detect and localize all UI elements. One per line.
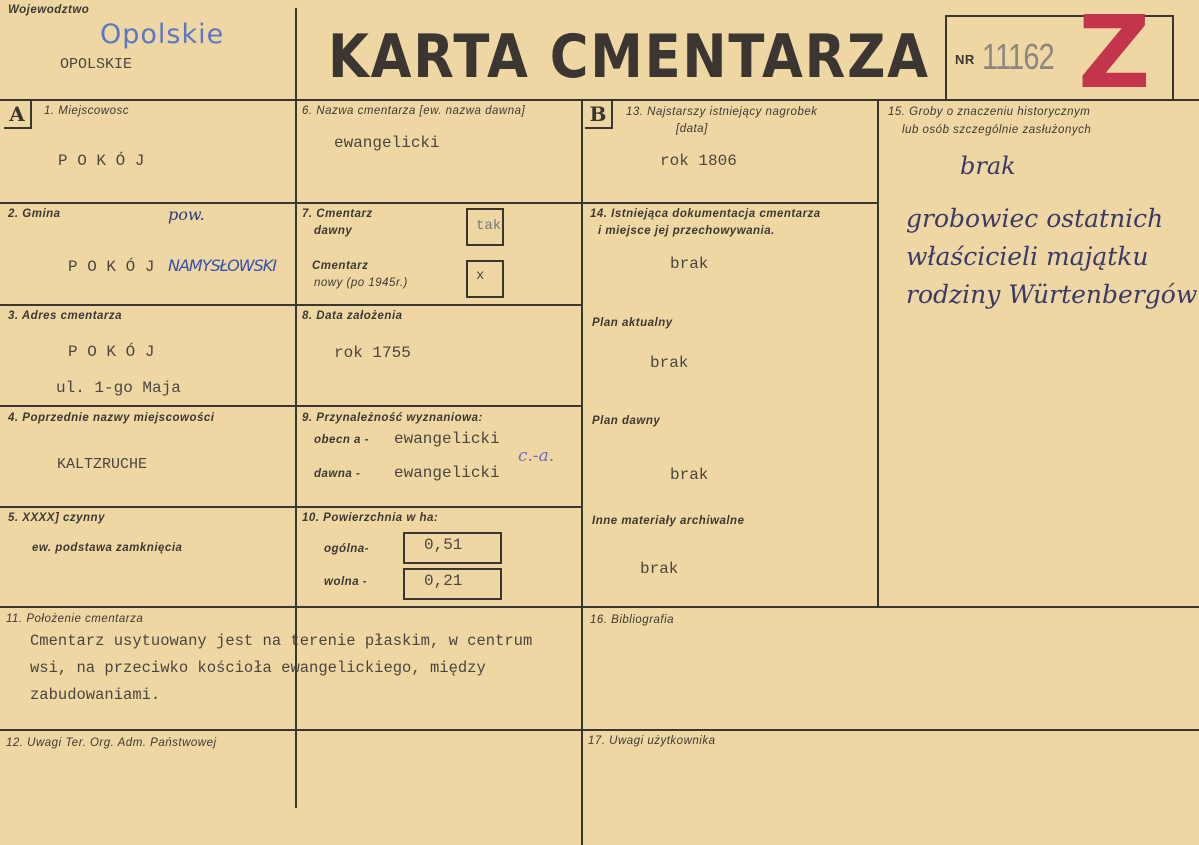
- other-materials-label: Inne materiały archiwalne: [592, 515, 745, 527]
- new-cemetery-value: x: [476, 268, 485, 284]
- wojewodztwo-label: Wojewodztwo: [8, 4, 90, 16]
- wojewodztwo-value: OPOLSKIE: [60, 56, 133, 73]
- field-17-label: 17. Uwagi użytkownika: [588, 735, 716, 747]
- plan-old-label: Plan dawny: [592, 415, 661, 427]
- plan-old-value: brak: [670, 466, 709, 484]
- wojewodztwo-stamp: Opolskie: [100, 19, 225, 50]
- field-7-label-2b: nowy (po 1945r.): [314, 277, 408, 289]
- field-14-label: 14. Istniejąca dokumentacja cmentarza: [590, 208, 821, 220]
- section-a-marker: A: [4, 101, 32, 129]
- category-mark: Z: [1078, 0, 1151, 111]
- field-12-label: 12. Uwagi Ter. Org. Adm. Państwowej: [6, 737, 217, 749]
- field-1-label: 1. Miejscowosc: [44, 105, 129, 117]
- field-15-hand-2: grobowiec ostatnich: [906, 204, 1164, 233]
- rule: [581, 99, 583, 845]
- rule: [0, 304, 582, 306]
- field-15-hand-1: brak: [960, 152, 1016, 180]
- rule: [0, 729, 1199, 731]
- field-15-label-2: lub osób szczególnie zasłużonych: [902, 124, 1092, 136]
- field-13-label: 13. Najstarszy istniejący nagrobek: [626, 106, 818, 118]
- section-b-marker: B: [585, 101, 613, 129]
- field-15-hand-4: rodziny Würtenbergów: [906, 280, 1198, 309]
- field-4-label: 4. Poprzednie nazwy miejscowości: [8, 412, 215, 424]
- field-3-label: 3. Adres cmentarza: [8, 310, 123, 322]
- field-13-value: rok 1806: [660, 152, 737, 170]
- rule: [0, 202, 878, 204]
- field-2-hand-value: NAMYSŁOWSKI: [168, 256, 276, 275]
- area-total-value: 0,51: [424, 536, 463, 554]
- field-5-sub: ew. podstawa zamknięcia: [32, 542, 183, 554]
- field-14-value: brak: [670, 255, 709, 273]
- field-11-line-1: Cmentarz usytuowany jest na terenie płaskim, w centrum: [30, 632, 533, 650]
- field-8-label: 8. Data założenia: [302, 310, 403, 322]
- field-5-label: 5. XXXX] czynny: [8, 512, 105, 524]
- field-11-label: 11. Położenie cmentarza: [6, 613, 144, 625]
- field-9-obecna-value: ewangelicki: [394, 430, 500, 448]
- field-10-ogolna-label: ogólna-: [324, 543, 370, 555]
- rule: [0, 606, 1199, 608]
- field-7-label: 7. Cmentarz: [302, 208, 373, 220]
- field-7-label-2: Cmentarz: [312, 260, 369, 272]
- nr-value: 11162: [982, 36, 1054, 77]
- field-1-value: P O K Ó J: [58, 152, 145, 170]
- field-13-label-2: [data]: [676, 123, 708, 135]
- area-free-value: 0,21: [424, 572, 463, 590]
- field-9-obecna-label: obecn a -: [314, 434, 369, 446]
- rule: [0, 405, 582, 407]
- field-2-value: P O K Ó J: [68, 258, 155, 276]
- field-8-value: rok 1755: [334, 344, 411, 362]
- field-2-label: 2. Gmina: [8, 208, 61, 220]
- field-11-line-3: zabudowaniami.: [30, 686, 161, 704]
- old-cemetery-value: tak: [476, 218, 502, 234]
- field-2-hand-note: pow.: [168, 205, 205, 224]
- field-9-dawna-label: dawna -: [314, 468, 361, 480]
- field-4-value: KALTZRUCHE: [57, 456, 148, 473]
- plan-current-label: Plan aktualny: [592, 317, 673, 329]
- field-9-hand-note: c.-a.: [518, 446, 555, 466]
- field-10-wolna-label: wolna -: [324, 576, 368, 588]
- field-15-label: 15. Groby o znaczeniu historycznym: [888, 106, 1091, 118]
- field-3-value-2: ul. 1-go Maja: [56, 379, 181, 397]
- field-11-line-2: wsi, na przeciwko kościoła ewangelickiego, między: [30, 659, 486, 677]
- new-cemetery-checkbox[interactable]: [466, 260, 504, 298]
- field-10-label: 10. Powierzchnia w ha:: [302, 512, 439, 524]
- field-15-hand-3: właścicieli majątku: [906, 242, 1149, 271]
- page-title: KARTA CMENTARZA: [328, 22, 930, 92]
- rule: [0, 506, 582, 508]
- field-6-value: ewangelicki: [334, 134, 440, 152]
- field-16-label: 16. Bibliografia: [590, 614, 675, 626]
- nr-label: NR: [955, 52, 975, 67]
- field-9-dawna-value: ewangelicki: [394, 464, 500, 482]
- field-9-label: 9. Przynależność wyznaniowa:: [302, 412, 483, 424]
- other-materials-value: brak: [640, 560, 679, 578]
- plan-current-value: brak: [650, 354, 689, 372]
- field-14-label-2: i miejsce jej przechowywania.: [598, 225, 775, 237]
- field-7-label-b: dawny: [314, 225, 353, 237]
- rule: [295, 8, 297, 808]
- field-3-value-1: P O K Ó J: [68, 343, 155, 361]
- field-6-label: 6. Nazwa cmentarza [ew. nazwa dawna]: [302, 105, 526, 117]
- rule: [877, 99, 879, 608]
